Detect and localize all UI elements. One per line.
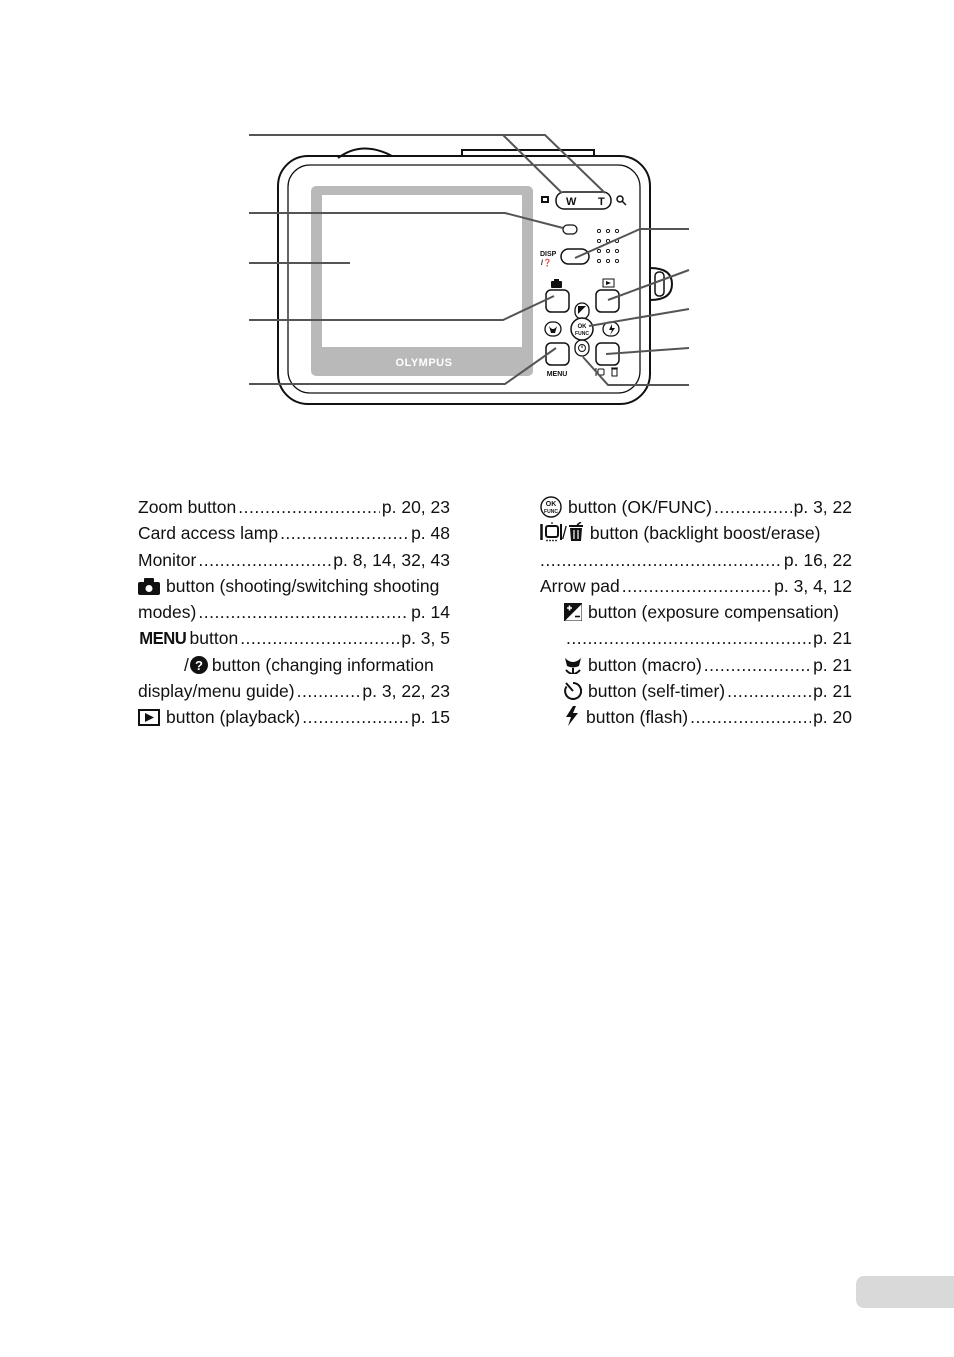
svg-text:OK: OK xyxy=(545,501,557,508)
legend-shooting-button-cont xyxy=(138,599,450,625)
legend-label: button (macro) xyxy=(588,654,702,675)
leader-dots xyxy=(302,704,409,730)
leader-dots xyxy=(280,520,409,546)
legend-playback-button xyxy=(138,704,450,730)
page-tab xyxy=(856,1276,954,1308)
legend-label: button (playback) xyxy=(166,707,301,728)
legend-self-timer-button xyxy=(540,678,852,704)
svg-text:FUNC: FUNC xyxy=(544,509,558,515)
trash-icon xyxy=(568,522,584,542)
svg-text:OK: OK xyxy=(577,324,587,330)
playback-icon xyxy=(603,279,614,287)
camera-back-diagram xyxy=(0,0,954,480)
disp-help-label: /❓ xyxy=(541,260,552,267)
tele-magnifier-icon xyxy=(617,196,626,205)
legend-label: button (exposure compensation) xyxy=(588,602,839,623)
page-reference: p. 21 xyxy=(813,654,852,675)
page-reference: p. 14 xyxy=(411,602,450,623)
leader-dots xyxy=(714,494,792,520)
svg-text:?: ? xyxy=(194,657,203,673)
camera-icon xyxy=(138,578,160,595)
page-reference: p. 48 xyxy=(411,523,450,544)
backlight-boost-icon xyxy=(540,522,562,542)
leader-dots xyxy=(704,652,811,678)
macro-icon xyxy=(564,656,582,674)
exposure-compensation-icon xyxy=(578,306,586,314)
legend-label: Arrow pad xyxy=(540,575,620,596)
legend-card-access-lamp xyxy=(138,520,450,546)
flash-icon xyxy=(564,706,580,726)
page-reference: p. 3, 22, 23 xyxy=(362,681,450,702)
playback-icon xyxy=(138,709,160,726)
legend-menu-button xyxy=(138,625,450,651)
legend-label: Monitor xyxy=(138,549,197,570)
card-access-lamp xyxy=(563,225,577,234)
playback-button[interactable] xyxy=(596,290,619,312)
leader-dots xyxy=(566,625,811,651)
menu-label: MENU xyxy=(546,371,568,378)
menu-word: MENU xyxy=(139,628,187,649)
help-icon xyxy=(190,656,208,674)
legend-label: button (self-timer) xyxy=(588,681,726,702)
callout-playback xyxy=(608,270,689,300)
page-reference: p. 3, 4, 12 xyxy=(774,575,852,596)
page-reference: p. 20 xyxy=(813,707,852,728)
leader-dots xyxy=(240,625,399,651)
callout-zoom xyxy=(249,135,605,193)
legend-label: button (OK/FUNC) xyxy=(568,497,712,517)
legend-label: button xyxy=(189,628,239,649)
menu-button[interactable] xyxy=(546,343,569,365)
zoom-lever[interactable] xyxy=(556,192,611,209)
ok-func-button[interactable] xyxy=(571,318,593,340)
legend-ok-func-button xyxy=(540,494,852,520)
legend-shooting-button xyxy=(138,573,450,599)
legend-zoom-button xyxy=(138,494,450,520)
leader-dots xyxy=(540,547,782,573)
legend-left-column xyxy=(138,494,450,731)
page-reference: p. 3, 22 xyxy=(793,497,852,517)
legend-label: display/menu guide) xyxy=(138,681,295,702)
trash-icon xyxy=(611,368,618,376)
legend-label: Card access lamp xyxy=(138,523,279,544)
leader-dots xyxy=(622,573,772,599)
legend-backlight-erase-cont xyxy=(540,547,852,573)
leader-dots xyxy=(297,678,361,704)
svg-text:W: W xyxy=(566,196,577,208)
legend-exposure-button xyxy=(540,599,852,625)
svg-text:T: T xyxy=(598,196,605,208)
page-reference: p. 21 xyxy=(813,681,852,702)
legend-label: button (backlight boost/erase) xyxy=(589,523,821,544)
legend-backlight-erase-button: / button (backlight boost/erase) xyxy=(540,520,852,546)
page-reference: p. 3, 5 xyxy=(401,628,450,649)
page-reference: p. 20, 23 xyxy=(381,497,450,517)
legend-label: modes) xyxy=(138,602,197,623)
leader-dots xyxy=(238,494,380,520)
legend-flash-button xyxy=(540,704,852,730)
legend-macro-button xyxy=(540,652,852,678)
legend-label: button (flash) xyxy=(586,707,689,728)
self-timer-icon xyxy=(564,682,582,700)
disp-label: DISP xyxy=(540,251,557,258)
legend-label: button (changing information xyxy=(211,654,434,675)
leader-dots xyxy=(690,704,811,730)
legend-monitor xyxy=(138,547,450,573)
leader-dots xyxy=(198,599,409,625)
monitor-screen xyxy=(322,195,522,347)
disp-button[interactable] xyxy=(561,249,589,264)
exposure-compensation-icon xyxy=(564,603,582,621)
page-reference: p. 21 xyxy=(813,628,852,649)
legend-label: button (shooting/switching shooting xyxy=(166,575,440,596)
page-reference: p. 8, 14, 32, 43 xyxy=(333,549,450,570)
legend-disp-button: / ? button (changing information xyxy=(184,654,434,675)
leader-dots xyxy=(727,678,811,704)
legend-label: Zoom button xyxy=(138,497,237,517)
legend-arrow-pad xyxy=(540,573,852,599)
legend-right-column xyxy=(540,494,852,731)
callout-disp xyxy=(575,229,689,258)
legend-exposure-button-cont xyxy=(540,625,852,651)
legend-disp-button-cont xyxy=(138,678,450,704)
camera-icon xyxy=(551,279,562,288)
page-reference: p. 16, 22 xyxy=(783,549,852,570)
ok-func-icon xyxy=(540,496,562,518)
shooting-button[interactable] xyxy=(546,290,569,312)
wide-grid-icon xyxy=(541,196,549,203)
svg-text:FUNC: FUNC xyxy=(575,331,589,337)
leader-dots xyxy=(198,547,331,573)
brand-logo: OLYMPUS xyxy=(395,357,453,369)
page-reference: p. 15 xyxy=(411,707,450,728)
